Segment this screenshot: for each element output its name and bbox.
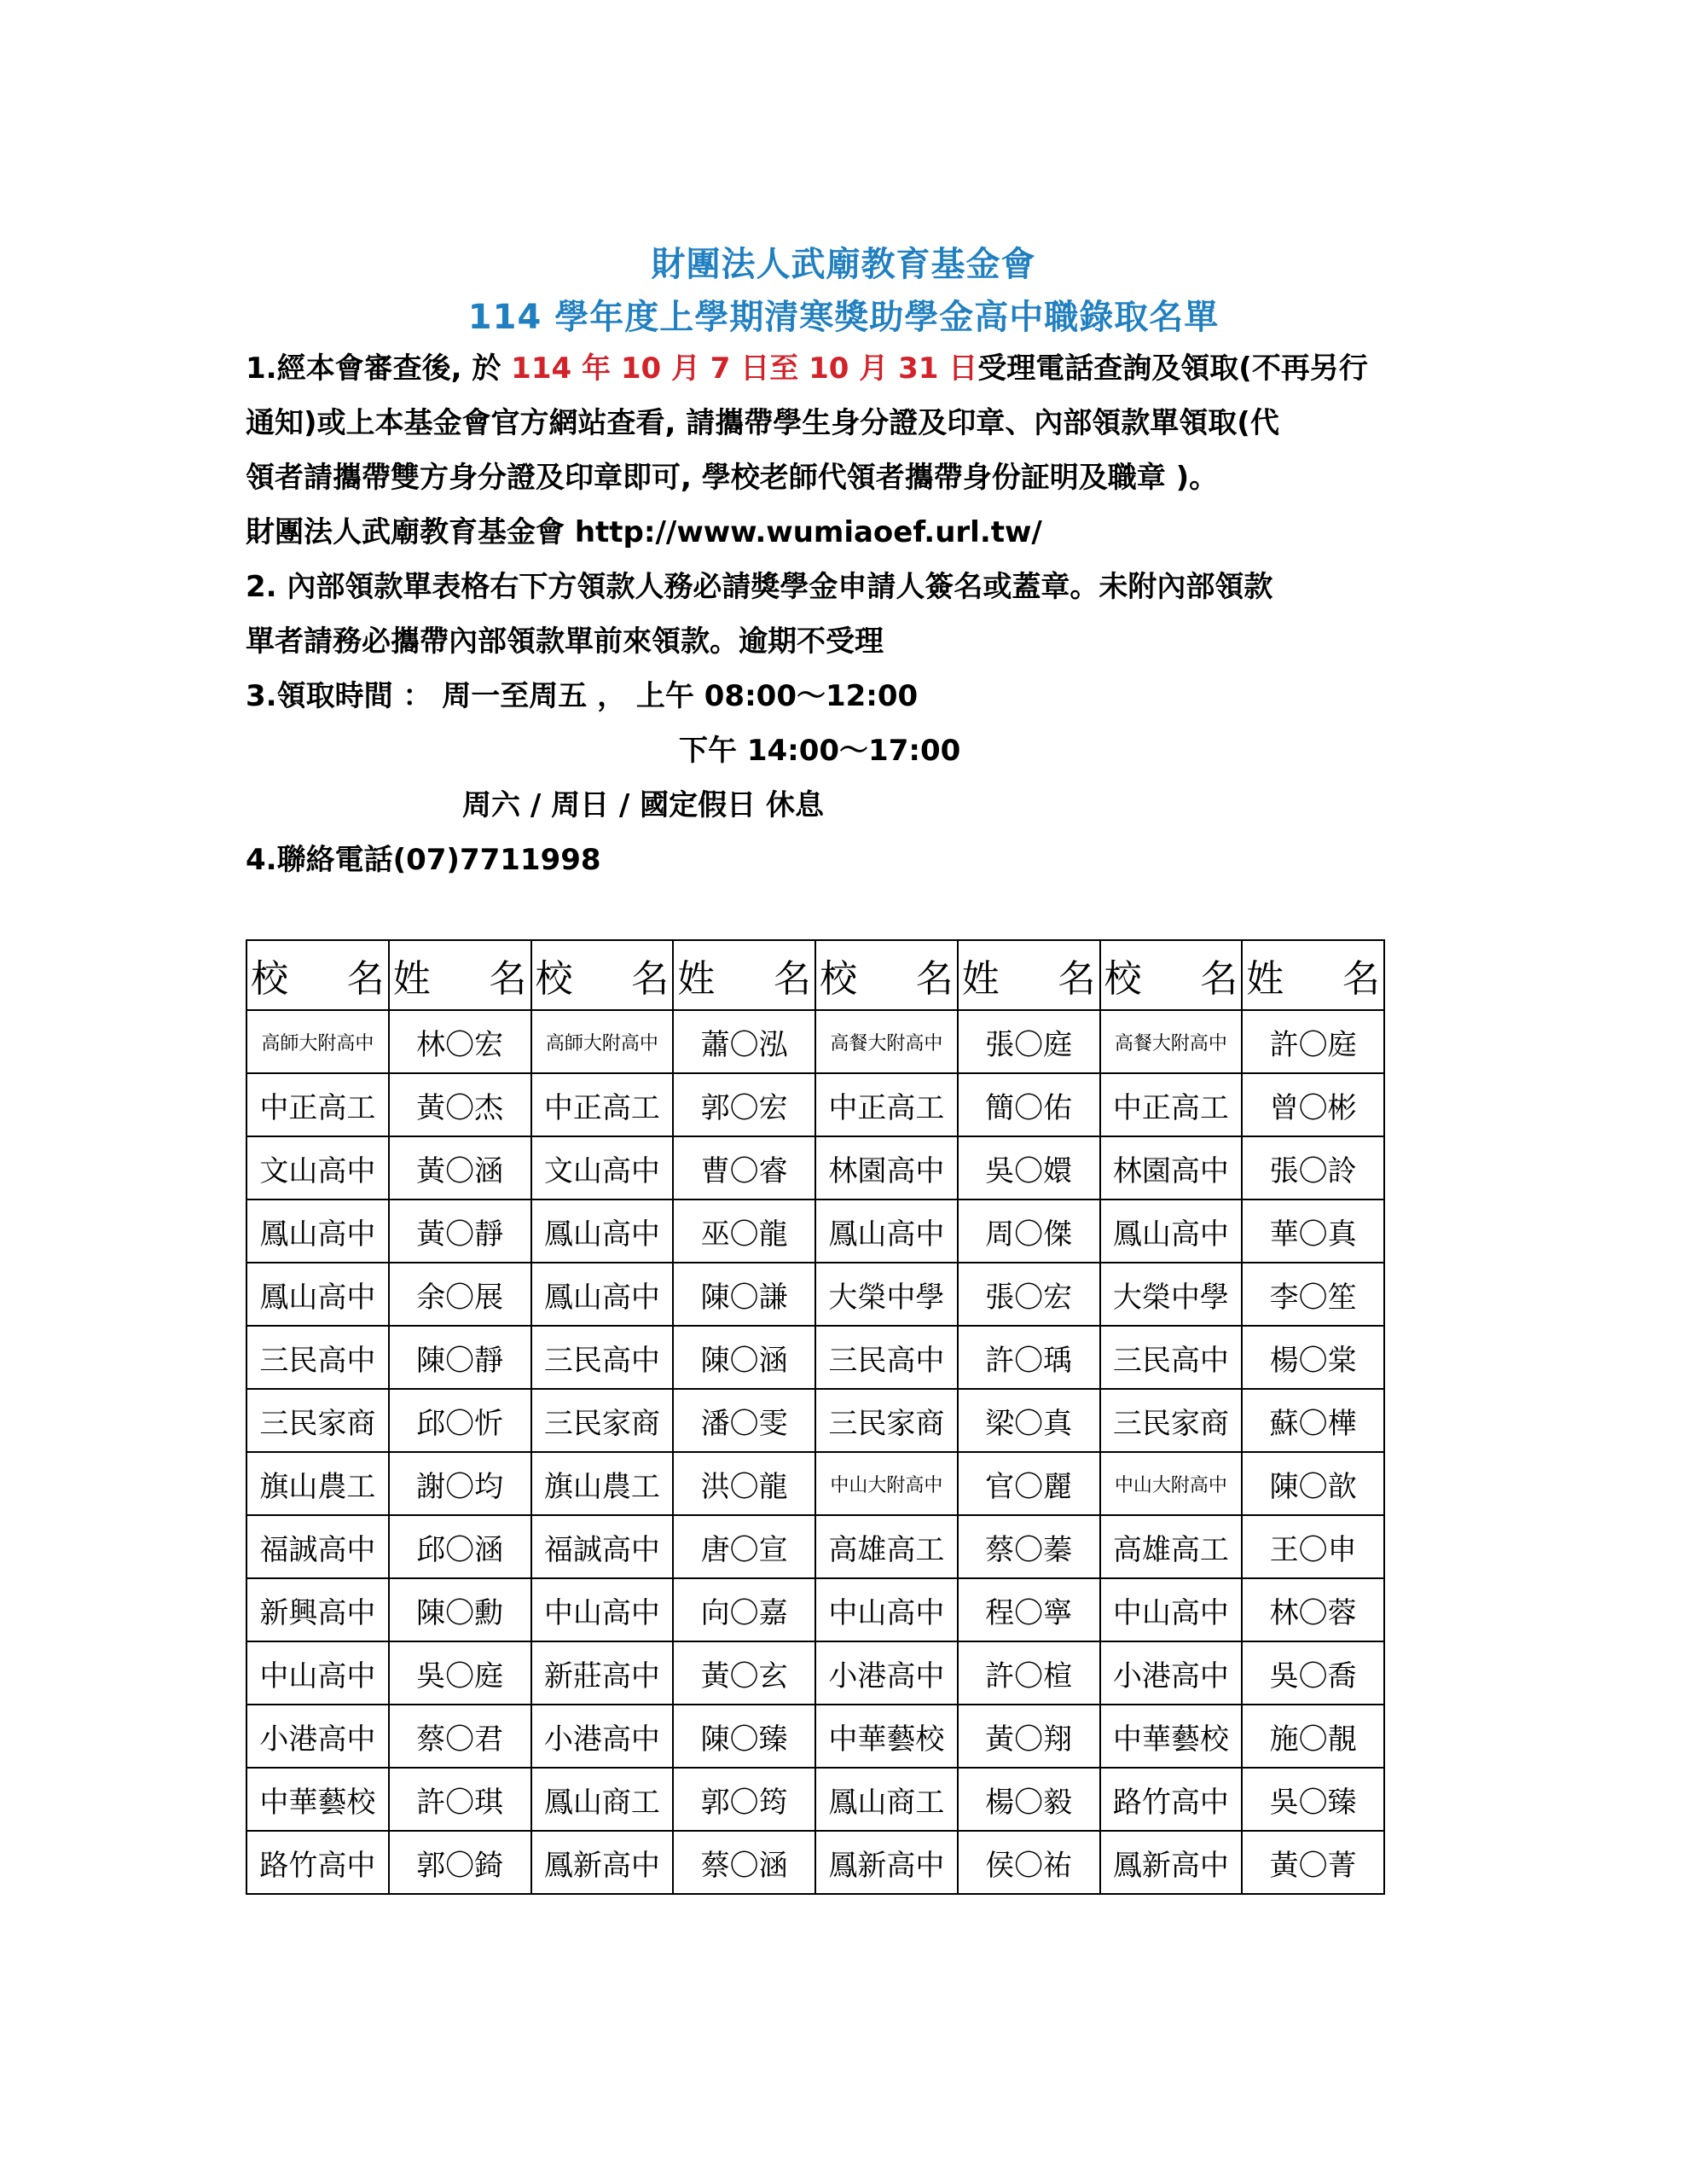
school-cell: 大榮中學 <box>815 1263 958 1326</box>
school-cell: 新莊高中 <box>531 1641 674 1705</box>
student-cell: 向〇嘉 <box>673 1578 815 1641</box>
student-cell: 林〇宏 <box>389 1010 531 1073</box>
school-cell: 鳳新高中 <box>531 1831 674 1894</box>
student-cell: 潘〇雯 <box>673 1389 815 1452</box>
school-cell: 中正高工 <box>1100 1073 1243 1136</box>
contact-phone: 4.聯絡電話(07)7711998 <box>246 843 601 877</box>
student-cell: 簡〇佑 <box>958 1073 1100 1136</box>
student-cell: 蕭〇泓 <box>673 1010 815 1073</box>
school-cell: 中正高工 <box>246 1073 389 1136</box>
student-cell: 陳〇謙 <box>673 1263 815 1326</box>
student-cell: 邱〇忻 <box>389 1389 531 1452</box>
student-cell: 楊〇棠 <box>1242 1326 1384 1389</box>
school-cell: 中山大附高中 <box>815 1452 958 1515</box>
student-cell: 梁〇真 <box>958 1389 1100 1452</box>
student-cell: 程〇寧 <box>958 1578 1100 1641</box>
student-cell: 黃〇靜 <box>389 1199 531 1263</box>
school-cell: 林園高中 <box>815 1136 958 1199</box>
header-label-end: 名 <box>631 957 670 1001</box>
student-cell: 曾〇彬 <box>1242 1073 1384 1136</box>
student-cell: 吳〇喬 <box>1242 1641 1384 1705</box>
school-cell: 小港高中 <box>815 1641 958 1705</box>
school-cell: 路竹高中 <box>246 1831 389 1894</box>
school-cell: 中山大附高中 <box>1100 1452 1243 1515</box>
student-cell: 曹〇睿 <box>673 1136 815 1199</box>
notice-item-2-line-1: 2. 內部領款單表格右下方領款人務必請獎學金申請人簽名或蓋章。未附內部領款 <box>246 570 1273 604</box>
header-student-name <box>1242 940 1384 1010</box>
header-school-name <box>531 940 674 1010</box>
table-row <box>246 1326 1384 1389</box>
notice-item-2-line-2: 單者請務必攜帶內部領款單前來領款。逾期不受理 <box>246 624 884 659</box>
school-cell: 三民高中 <box>1100 1326 1243 1389</box>
student-cell: 余〇展 <box>389 1263 531 1326</box>
school-cell: 高師大附高中 <box>246 1010 389 1073</box>
school-cell: 中山高中 <box>815 1578 958 1641</box>
school-cell: 三民高中 <box>815 1326 958 1389</box>
table-row <box>246 1010 1384 1073</box>
student-cell: 郭〇錡 <box>389 1831 531 1894</box>
student-cell: 黃〇菁 <box>1242 1831 1384 1894</box>
table-row <box>246 1199 1384 1263</box>
student-cell: 許〇楦 <box>958 1641 1100 1705</box>
student-cell: 謝〇均 <box>389 1452 531 1515</box>
school-cell: 林園高中 <box>1100 1136 1243 1199</box>
student-cell: 許〇瑀 <box>958 1326 1100 1389</box>
header-label-end: 名 <box>1058 957 1096 1001</box>
recipient-table <box>246 939 1385 1895</box>
student-cell: 黃〇翔 <box>958 1705 1100 1768</box>
school-cell: 高雄高工 <box>1100 1515 1243 1578</box>
school-cell: 鳳新高中 <box>815 1831 958 1894</box>
school-cell: 中山高中 <box>246 1641 389 1705</box>
notice-item-1-line-1 <box>246 341 1368 396</box>
student-cell: 蔡〇涵 <box>673 1831 815 1894</box>
student-cell: 林〇蓉 <box>1242 1578 1384 1641</box>
school-cell: 高師大附高中 <box>531 1010 674 1073</box>
notice-item-1-line-2: 通知)或上本基金會官方網站查看, 請攜帶學生身分證及印章、內部領款單領取(代 <box>246 406 1279 440</box>
notice-item-1-prefix: 1.經本會審查後, 於 <box>246 351 512 386</box>
student-cell: 吳〇庭 <box>389 1641 531 1705</box>
school-cell: 旗山農工 <box>246 1452 389 1515</box>
school-cell: 路竹高中 <box>1100 1768 1243 1831</box>
school-cell: 中山高中 <box>531 1578 674 1641</box>
student-cell: 洪〇龍 <box>673 1452 815 1515</box>
student-cell: 唐〇宣 <box>673 1515 815 1578</box>
school-cell: 鳳新高中 <box>1100 1831 1243 1894</box>
table-row <box>246 1452 1384 1515</box>
header-label-end: 名 <box>915 957 954 1001</box>
school-cell: 小港高中 <box>246 1705 389 1768</box>
table-row <box>246 1831 1384 1894</box>
header-school-name <box>815 940 958 1010</box>
header-label-end: 名 <box>489 957 527 1001</box>
school-cell: 高餐大附高中 <box>815 1010 958 1073</box>
school-cell: 文山高中 <box>531 1136 674 1199</box>
student-cell: 施〇靚 <box>1242 1705 1384 1768</box>
student-cell: 蔡〇君 <box>389 1705 531 1768</box>
header-label-start: 姓 <box>392 957 431 1001</box>
student-cell: 陳〇涵 <box>673 1326 815 1389</box>
header-student-name <box>673 940 815 1010</box>
school-cell: 小港高中 <box>1100 1641 1243 1705</box>
student-cell: 張〇庭 <box>958 1010 1100 1073</box>
student-cell: 蘇〇樺 <box>1242 1389 1384 1452</box>
document-title: 財團法人武廟教育基金會 <box>651 245 1036 284</box>
table-row <box>246 1705 1384 1768</box>
pickup-hours-weekday-morning: 3.領取時間 ： 周一至周五 ， 上午 08:00～12:00 <box>246 679 919 713</box>
student-cell: 黃〇杰 <box>389 1073 531 1136</box>
school-cell: 中華藝校 <box>1100 1705 1243 1768</box>
school-cell: 鳳山高中 <box>246 1263 389 1326</box>
student-cell: 官〇麗 <box>958 1452 1100 1515</box>
student-cell: 周〇傑 <box>958 1199 1100 1263</box>
school-cell: 高餐大附高中 <box>1100 1010 1243 1073</box>
student-cell: 郭〇宏 <box>673 1073 815 1136</box>
student-cell: 巫〇龍 <box>673 1199 815 1263</box>
school-cell: 鳳山高中 <box>531 1199 674 1263</box>
student-cell: 陳〇勳 <box>389 1578 531 1641</box>
header-label-end: 名 <box>1342 957 1380 1001</box>
table-row <box>246 1578 1384 1641</box>
header-label-start: 姓 <box>961 957 1000 1001</box>
student-cell: 王〇申 <box>1242 1515 1384 1578</box>
school-cell: 鳳山高中 <box>246 1199 389 1263</box>
student-cell: 陳〇臻 <box>673 1705 815 1768</box>
school-cell: 中華藝校 <box>815 1705 958 1768</box>
header-label-end: 名 <box>1200 957 1238 1001</box>
school-cell: 鳳山商工 <box>815 1768 958 1831</box>
school-cell: 鳳山高中 <box>815 1199 958 1263</box>
school-cell: 鳳山商工 <box>531 1768 674 1831</box>
student-cell: 李〇笙 <box>1242 1263 1384 1326</box>
student-cell: 陳〇歆 <box>1242 1452 1384 1515</box>
student-cell: 郭〇筠 <box>673 1768 815 1831</box>
notice-item-1-suffix: 受理電話查詢及領取(不再另行 <box>977 351 1368 386</box>
table-row <box>246 1073 1384 1136</box>
student-cell: 吳〇臻 <box>1242 1768 1384 1831</box>
school-cell: 鳳山高中 <box>1100 1199 1243 1263</box>
school-cell: 中正高工 <box>531 1073 674 1136</box>
school-cell: 文山高中 <box>246 1136 389 1199</box>
school-cell: 三民家商 <box>815 1389 958 1452</box>
school-cell: 旗山農工 <box>531 1452 674 1515</box>
student-cell: 吳〇嬛 <box>958 1136 1100 1199</box>
school-cell: 三民高中 <box>531 1326 674 1389</box>
student-cell: 侯〇祐 <box>958 1831 1100 1894</box>
student-cell: 黃〇涵 <box>389 1136 531 1199</box>
student-cell: 邱〇涵 <box>389 1515 531 1578</box>
header-label-start: 校 <box>535 957 573 1001</box>
table-row <box>246 1389 1384 1452</box>
school-cell: 福誠高中 <box>246 1515 389 1578</box>
student-cell: 蔡〇蓁 <box>958 1515 1100 1578</box>
student-cell: 許〇琪 <box>389 1768 531 1831</box>
header-school-name <box>246 940 389 1010</box>
pickup-hours-weekday-afternoon: 下午 14:00～17:00 <box>679 734 961 768</box>
header-label-end: 名 <box>346 957 385 1001</box>
foundation-website: 財團法人武廟教育基金會 http://www.wumiaoef.url.tw/ <box>246 515 1042 549</box>
table-row <box>246 1263 1384 1326</box>
student-cell: 許〇庭 <box>1242 1010 1384 1073</box>
school-cell: 高雄高工 <box>815 1515 958 1578</box>
school-cell: 小港高中 <box>531 1705 674 1768</box>
school-cell: 中正高工 <box>815 1073 958 1136</box>
header-label-start: 校 <box>1104 957 1142 1001</box>
school-cell: 鳳山高中 <box>531 1263 674 1326</box>
student-cell: 陳〇靜 <box>389 1326 531 1389</box>
school-cell: 中山高中 <box>1100 1578 1243 1641</box>
student-cell: 華〇真 <box>1242 1199 1384 1263</box>
school-cell: 新興高中 <box>246 1578 389 1641</box>
table-row <box>246 1641 1384 1705</box>
header-student-name <box>389 940 531 1010</box>
notice-item-1-dates: 114 年 10 月 7 日至 10 月 31 日 <box>511 351 978 386</box>
header-label-start: 姓 <box>677 957 716 1001</box>
student-cell: 黃〇玄 <box>673 1641 815 1705</box>
student-cell: 張〇宏 <box>958 1263 1100 1326</box>
school-cell: 三民家商 <box>531 1389 674 1452</box>
table-row <box>246 1768 1384 1831</box>
notice-item-1-line-3: 領者請攜帶雙方身分證及印章即可, 學校老師代領者攜帶身份証明及職章 )。 <box>246 461 1219 495</box>
header-label-start: 姓 <box>1246 957 1284 1001</box>
table-row <box>246 1136 1384 1199</box>
header-school-name <box>1100 940 1243 1010</box>
school-cell: 三民家商 <box>246 1389 389 1452</box>
pickup-hours-closed-days: 周六 / 周日 / 國定假日 休息 <box>462 788 825 822</box>
school-cell: 中華藝校 <box>246 1768 389 1831</box>
student-cell: 楊〇毅 <box>958 1768 1100 1831</box>
header-label-start: 校 <box>820 957 857 1001</box>
school-cell: 福誠高中 <box>531 1515 674 1578</box>
school-cell: 三民高中 <box>246 1326 389 1389</box>
school-cell: 大榮中學 <box>1100 1263 1243 1326</box>
header-label-start: 校 <box>251 957 288 1001</box>
table-row <box>246 1515 1384 1578</box>
student-cell: 張〇詅 <box>1242 1136 1384 1199</box>
header-label-end: 名 <box>774 957 811 1001</box>
header-student-name <box>958 940 1100 1010</box>
table-header-row <box>246 940 1384 1010</box>
document-subtitle: 114 學年度上學期清寒獎助學金高中職錄取名單 <box>467 298 1220 337</box>
school-cell: 三民家商 <box>1100 1389 1243 1452</box>
